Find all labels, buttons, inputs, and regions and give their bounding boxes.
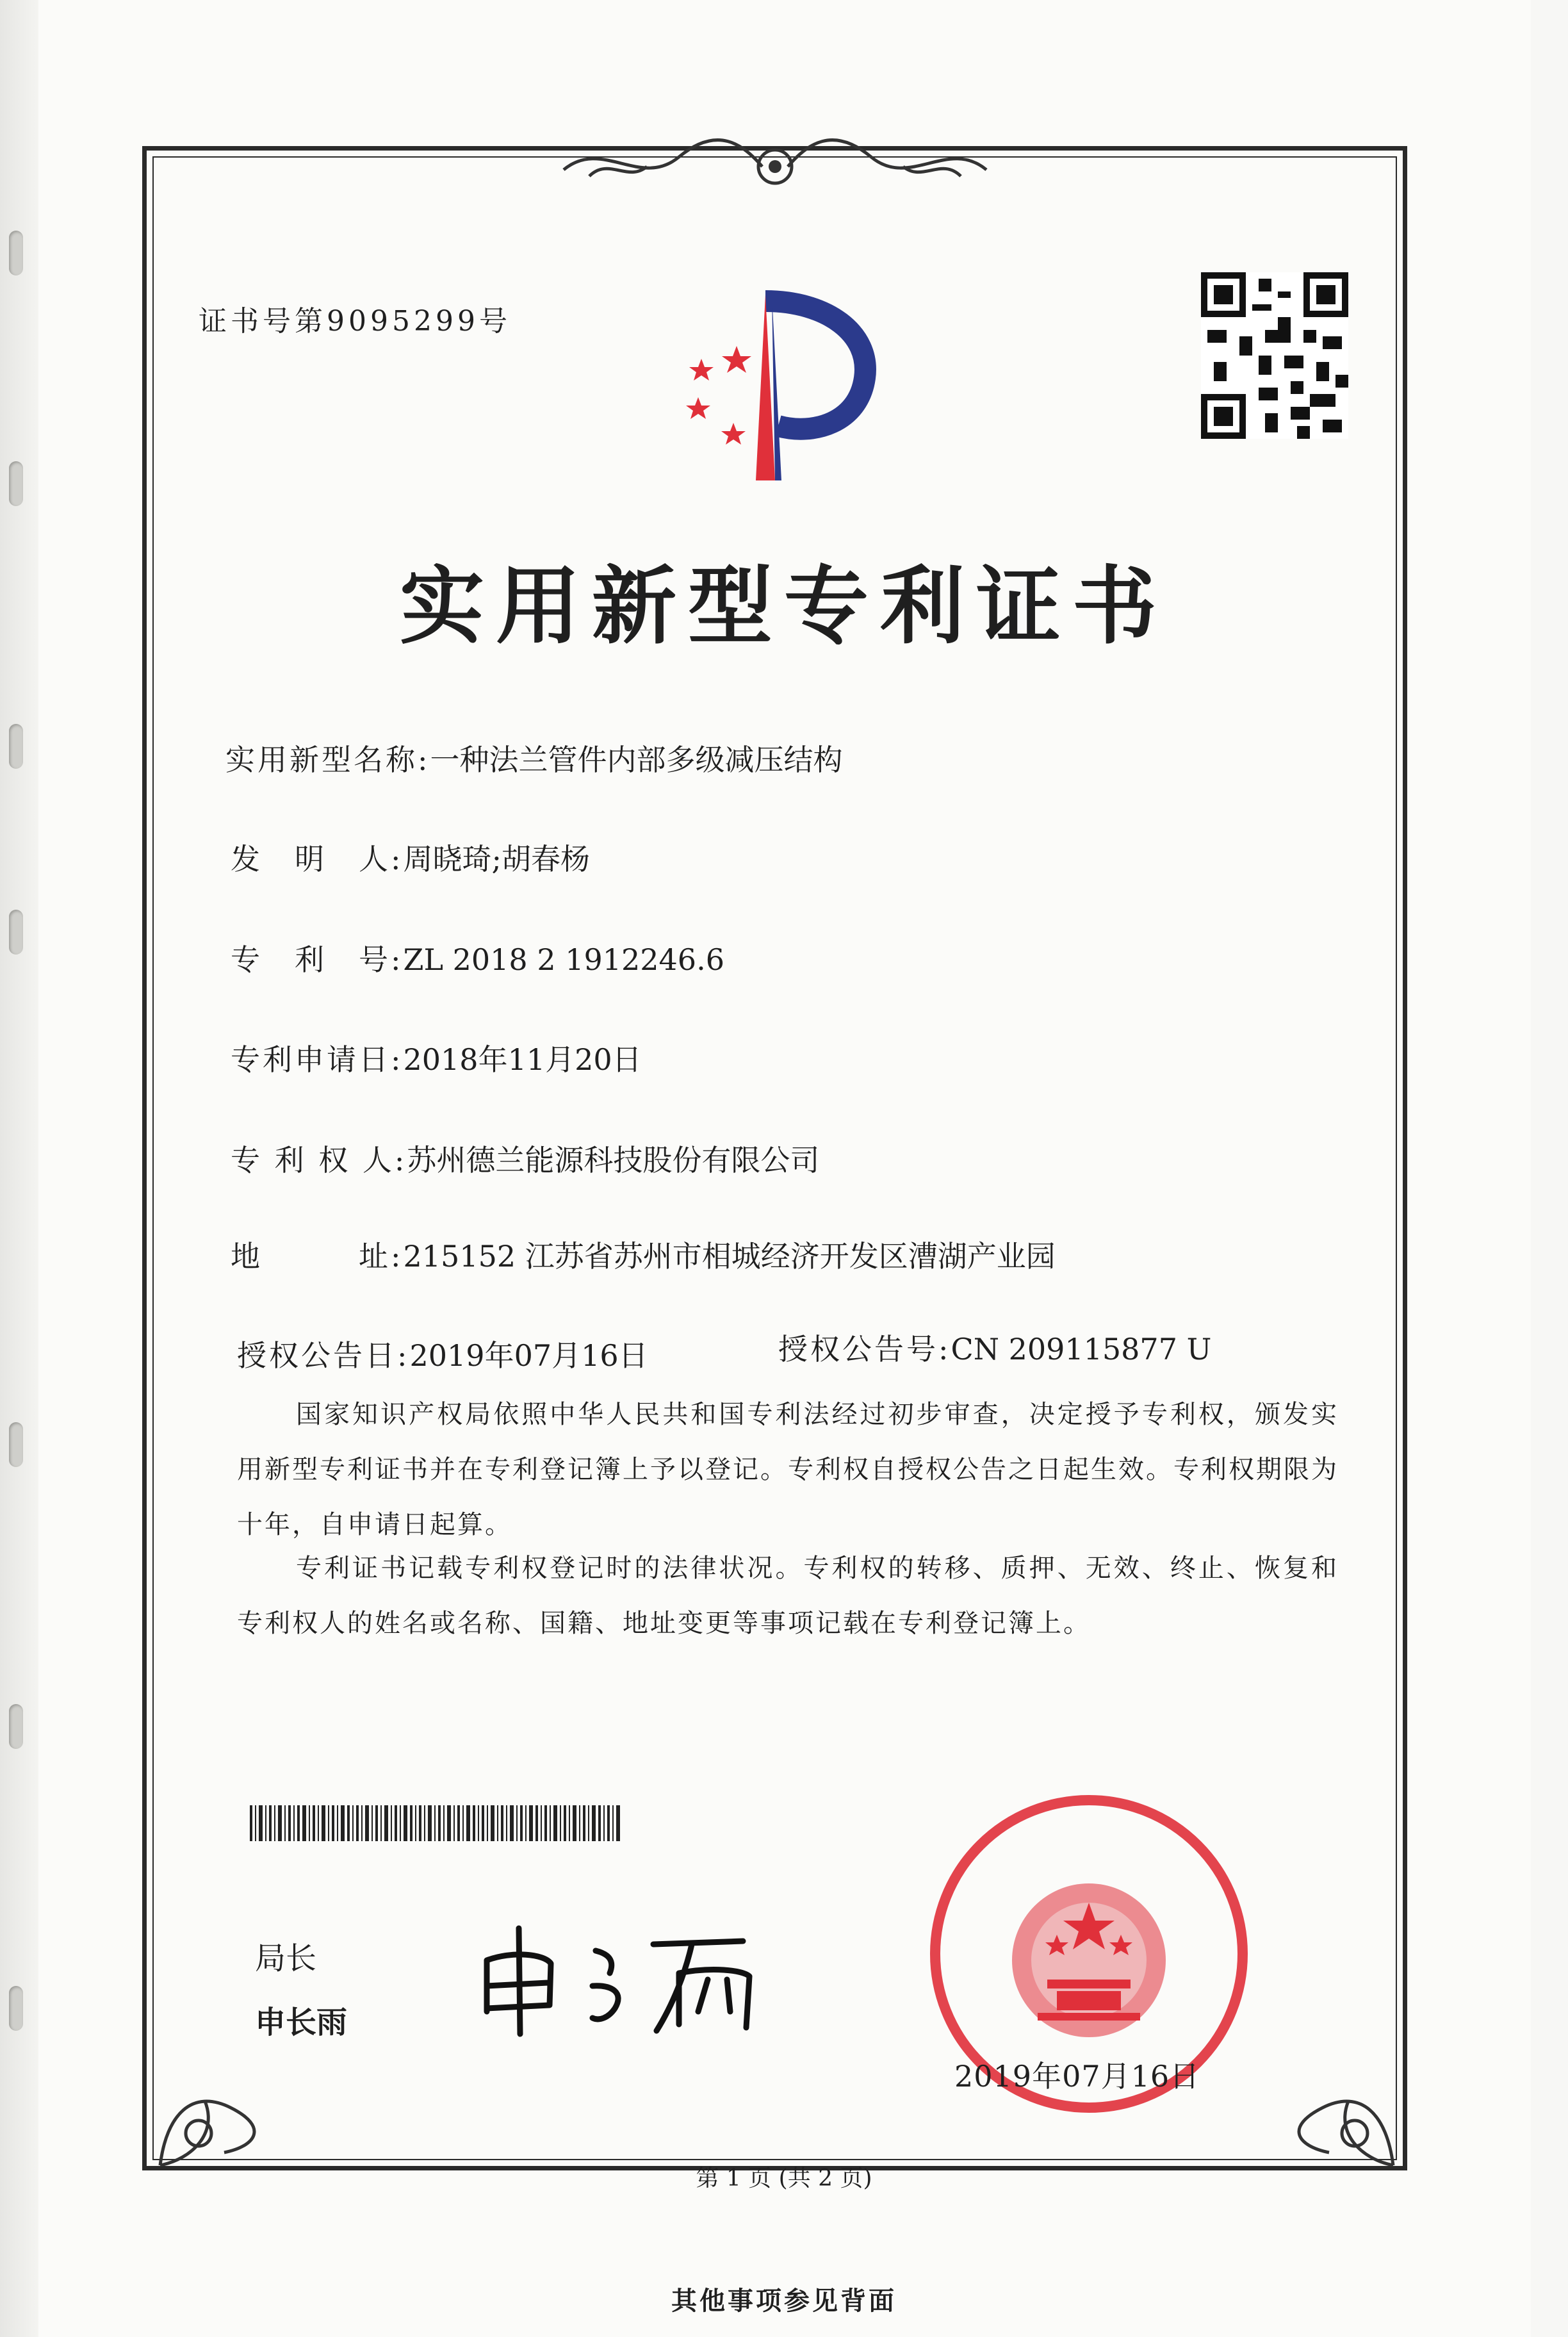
binder-strip <box>0 0 38 2337</box>
field-label: 地 址: <box>231 1239 404 1274</box>
field-patent-number <box>231 937 724 979</box>
seal-date: 2019年07月16日 <box>954 2059 1200 2094</box>
field-label: 专 利 权 人: <box>231 1143 407 1177</box>
director-name: 申长雨 <box>255 2005 348 2040</box>
binder-hole <box>9 1986 23 2031</box>
field-value: ZL 2018 2 1912246.6 <box>403 942 724 977</box>
binder-hole <box>9 910 23 955</box>
certificate-number: 证书号第9095299号 <box>199 305 511 338</box>
footer-note: 其他事项参见背面 <box>671 2286 897 2316</box>
field-value: 苏州德兰能源科技股份有限公司 <box>407 1143 820 1177</box>
director-title: 局长 <box>255 1940 317 1976</box>
statement-paragraph: 国家知识产权局依照中华人民共和国专利法经过初步审查，决定授予专利权，颁发实用新型专利证书并在专利登记簿上予以登记。专利权自授权公告之日起生效。专利权期限为十年，自申请日起算。 <box>237 1400 1339 1539</box>
field-value: 2019年07月16日 <box>409 1338 648 1373</box>
field-utility-model-name <box>225 737 843 779</box>
field-inventor <box>231 836 590 878</box>
field-label: 专 利 号: <box>231 942 404 977</box>
corner-ornament-icon <box>154 2037 288 2172</box>
page-indicator: 第 1 页 (共 2 页) <box>696 2165 872 2192</box>
binder-hole <box>9 724 23 769</box>
binder-hole <box>9 1704 23 1749</box>
qr-code-icon <box>1201 272 1348 439</box>
field-label: 授权公告日: <box>237 1338 410 1373</box>
field-grant-announcement-number <box>778 1326 1211 1368</box>
signature-icon <box>474 1915 807 2037</box>
binder-hole <box>9 231 23 275</box>
field-value: CN 209115877 U <box>951 1332 1212 1366</box>
field-value: 2018年11月20日 <box>403 1042 642 1077</box>
field-label: 专利申请日: <box>231 1042 404 1077</box>
field-grant-announcement-date <box>237 1332 648 1375</box>
field-patentee <box>231 1137 819 1179</box>
field-value: 215152 江苏省苏州市相城经济开发区漕湖产业园 <box>403 1239 1056 1274</box>
field-value: 一种法兰管件内部多级减压结构 <box>430 742 843 777</box>
corner-ornament-icon <box>1265 2037 1400 2172</box>
field-address <box>231 1233 1056 1275</box>
binder-hole <box>9 461 23 506</box>
field-label: 实用新型名称: <box>225 742 430 777</box>
field-label: 授权公告号: <box>778 1332 951 1366</box>
statement-paragraph: 专利证书记载专利权登记时的法律状况。专利权的转移、质押、无效、终止、恢复和专利权人的姓名或名称、国籍、地址变更等事项记载在专利登记簿上。 <box>237 1554 1339 1638</box>
cnipa-emblem-icon <box>653 288 884 493</box>
field-application-date <box>231 1037 642 1079</box>
document-title: 实用新型专利证书 <box>400 557 1168 656</box>
binder-hole <box>9 1422 23 1467</box>
field-value: 周晓琦;胡春杨 <box>403 842 590 876</box>
top-ornament-icon <box>551 131 999 195</box>
field-label: 发 明 人: <box>231 842 404 876</box>
barcode-icon <box>250 1805 621 1841</box>
